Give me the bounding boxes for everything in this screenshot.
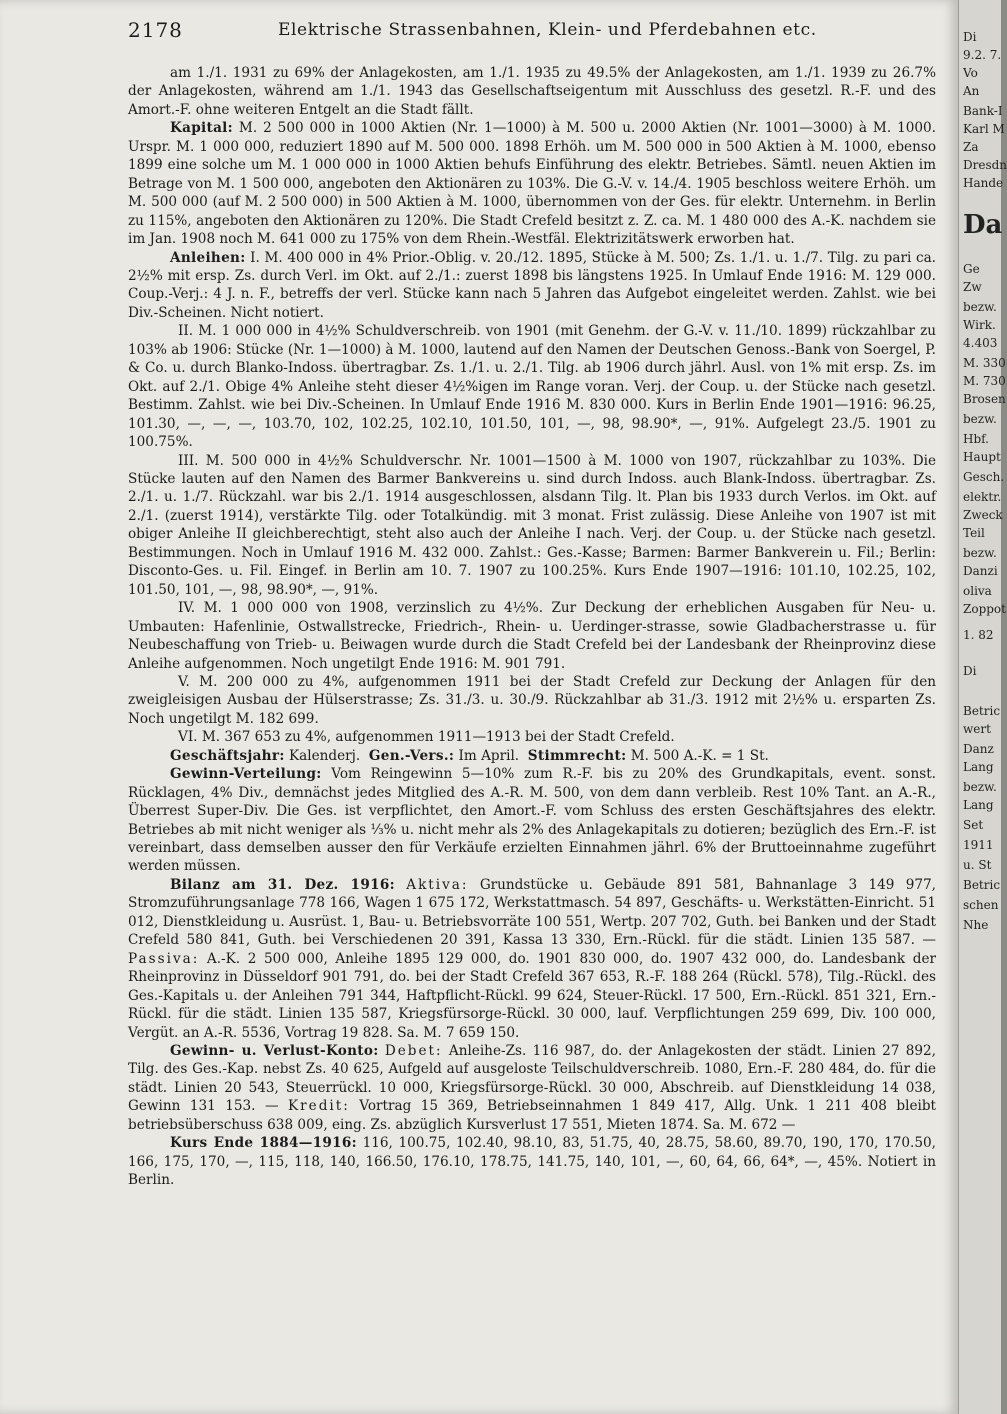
gewinn-verteilung-text: Vom Reingewinn 5—10% zum R.-F. bis zu 20% des Grundkapitals, event. sonst. Rücklagen, 4% Div., demnächst jedes Mitglied des A.-R. M. 500, von dem dann verbleib. Rest 10% Tant. an A.-R., Überrest Super-Div. Die Ges. ist verpflichtet, den Amort.-F. vom Schluss des ersten Geschäftsjahres des elektr. Betriebes ab mit nicht weniger als ⅓% u. nicht mehr als 2% des Anlagekapitals zu dotieren; bezüglich des Ern.-F. ist vereinbart, dass demselben ausser den für Verkäufe erzielten Einnahmen jährl. 6% der Bruttoeinnahme zugeführt werden müssen. bbox=[128, 766, 936, 875]
section-heading-anleihen: Anleihen: bbox=[170, 249, 246, 266]
paragraph-anleihen-2: II. M. 1 000 000 in 4½% Schuldverschreib. von 1901 (mit Genehm. der G.-V. v. 11./10. 1899) rückzahlbar zu 103% ab 1906: Stücke (Nr. 1—1000) à M. 1000, lautend auf den Namen der Deutschen Genoss.-Bank von Soergel, P. & Co. u. durch Blanko-Indoss. übertragbar. Zs. 1./1. u. 2./1. Tilg. ab 1906 durch jährl. Ausl. von 1% mit ersp. Zs. im Okt. auf 2./1. Obige 4% Anleihe steht dieser 4½%igen im Range voran. Verj. der Coup. u. der Stücke nach gesetzl. Bestimm. Zahlst. wie bei Div.-Scheinen. In Umlauf Ende 1916 M. 830 000. Kurs in Berlin Ende 1901—1916: 96.25, 101.30, —, —, —, 103.70, 102, 102.25, 102.10, 101.50, 101, —, 98, 98.90*, —, 91%. Aufgelegt 23./5. 1901 zu 100.75%. bbox=[128, 323, 936, 451]
facing-page-fragment: Set bbox=[963, 818, 984, 832]
facing-page-fragment: Di bbox=[963, 664, 977, 678]
facing-page-fragment: 9.2. 7. bbox=[963, 48, 1002, 62]
facing-page-fragment: wert bbox=[963, 722, 991, 736]
facing-page-fragment: Nhe bbox=[963, 918, 989, 932]
guv-debet-text: Anleihe-Zs. 116 987, do. der Anlagekosten der städt. Linien 27 892, Tilg. des Ges.-Kap. nebst Zs. 40 625, Aufgeld auf ausgeloste Teilschuldverschreib. 1080, Ern.-F. 280 484, do. für die städt. Linien 20 543, Steuerrückl. 10 000, Kriegsfürsorge-Rückl. 30 000, Abschreib. auf Dienstkleidung 14 038, Gewinn 131 153. — bbox=[128, 1043, 936, 1115]
paragraph-intro: am 1./1. 1931 zu 69% der Anlagekosten, am 1./1. 1935 zu 49.5% der Anlagekosten, am 1./1. 1939 zu 26.7% der Anlagekosten, während am 1./1. 1943 das Gesellschaftseigentum mit Ausschluss des gesetzl. R.-F. und des Amort.-F. ohne weiteren Entgelt an die Stadt fällt. bbox=[128, 65, 936, 118]
facing-page-fragment: Betric bbox=[963, 878, 1001, 892]
paragraph-geschaeftsjahr bbox=[128, 747, 936, 765]
page-header bbox=[128, 18, 928, 48]
facing-page-fragment: Hande bbox=[963, 176, 1004, 190]
gen-vers-text: Im April. bbox=[458, 747, 520, 764]
anleihen-1-text: I. M. 400 000 in 4% Prior.-Oblig. v. 20./12. 1895, Stücke à M. 500; Zs. 1./1. u. 1./7. Tilg. zu pari ca. 2½% mit ersp. Zs. durch Verl. im Okt. auf 2./1.: zuerst 1898 bis längstens 1925. In Umlauf Ende 1916: M. 129 000. Coup.-Verj.: 4 J. n. F., betreffs der verl. Stücke kann nach 5 Jahren das Aufgebot eingeleitet werden. Zahlst. wie bei Div.-Scheinen. Nicht notiert. bbox=[128, 249, 936, 321]
facing-page-fragment: M. 330 bbox=[963, 356, 1006, 370]
facing-page-fragment: Zweck bbox=[963, 508, 1003, 522]
aktiva-label: Aktiva: bbox=[406, 876, 469, 893]
facing-page-fragment: M. 730 bbox=[963, 374, 1006, 388]
bilanz-passiva-text: A.-K. 2 500 000, Anleihe 1895 129 000, do. 1901 830 000, do. 1907 432 000, do. Landesbank der Rheinprovinz in Düsseldorf 901 791, do. bei der Stadt Crefeld 367 653, R.-F. 188 264 (Rückl. 578), Tilg.-Rückl. des Ges.-Kapitals u. der Anleihen 791 344, Haftpflicht-Rückl. 99 624, Steuer-Rückl. 17 500, Ern.-Rückl. 851 321, Ern.-Rückl. für die städt. Linien 135 587, Kriegsfürsorge-Rückl. 30 000, lauf. Verpflichtungen 259 699, Div. 100 000, Vergüt. an A.-R. 5536, Vortrag 19 828. Sa. M. 7 659 150. bbox=[128, 950, 936, 1041]
facing-page-fragment: Haupt bbox=[963, 450, 1001, 464]
facing-page-fragment: Da bbox=[963, 210, 1003, 240]
geschaeftsjahr-text: Kalenderj. bbox=[288, 747, 361, 764]
facing-page-fragment: Danzi bbox=[963, 564, 998, 578]
passiva-label: Passiva: bbox=[128, 950, 200, 967]
facing-page-fragment: Teil bbox=[963, 526, 985, 540]
paragraph-anleihen-3: III. M. 500 000 in 4½% Schuldverschr. Nr. 1001—1500 à M. 1000 von 1907, rückzahlbar zu 103%. Die Stücke lauten auf den Namen des Barmer Bankvereins u. sind durch Indoss. auch Blank-Indoss. übertragbar. Zs. 2./1. u. 1./7. Rückzahl. war bis 2./1. 1914 ausgeschlossen, alsdann Tilg. lt. Plan bis 1933 durch Verlos. im Okt. auf 2./1. (zuerst 1914), verstärkte Tilg. oder Totalkündig. mit 3 monat. Frist zulässig. Diese Anleihe von 1907 ist mit obiger Anleihe II gleichberechtigt, steht also auch der Anleihe I nach. Verj. der Coup. u. der Stücke nach gesetzl. Bestimmungen. Noch in Umlauf 1916 M. 432 000. Zahlst.: Ges.-Kasse; Barmen: Barmer Bankverein u. Fil.; Berlin: Disconto-Ges. u. Fil. Eingef. in Berlin am 10. 7. 1907 zu 100.25%. Kurs Ende 1907—1916: 101.10, 102.25, 102, 101.50, 101, —, 98, 98.90*, —, 91%. bbox=[128, 452, 936, 598]
facing-page-fragment: 1. 82 bbox=[963, 628, 994, 642]
facing-page-fragment: Vo bbox=[963, 66, 978, 80]
facing-page-fragment: 4.403 bbox=[963, 336, 998, 350]
section-heading-geschaeftsjahr: Geschäftsjahr: bbox=[170, 747, 285, 764]
section-heading-kurs: Kurs Ende 1884—1916: bbox=[170, 1135, 357, 1152]
facing-page-fragment: Ge bbox=[963, 262, 980, 276]
facing-page-fragment: Lang bbox=[963, 798, 994, 812]
facing-page-fragment: Hbf. bbox=[963, 432, 989, 446]
facing-page-fragment: Di bbox=[963, 30, 977, 44]
kapital-text: M. 2 500 000 in 1000 Aktien (Nr. 1—1000) à M. 500 u. 2000 Aktien (Nr. 1001—3000) à M. 1000. Urspr. M. 1 000 000, reduziert 1890 auf M. 500 000. 1898 Erhöh. um M. 500 000 in 500 Aktien à M. 1000, ebenso 1899 eine solche um M. 1 000 000 in 1000 Aktien behufs Einführung des elektr. Betriebes. Sämtl. neuen Aktien im Betrage von M. 1 500 000, angeboten den Aktionären zu 103%. Die G.-V. v. 14./4. 1905 beschloss weitere Erhöh. um M. 500 000 (auf M. 2 500 000) in 500 Aktien à M. 1000, übernommen von der Ges. für elektr. Unternehm. in Berlin zu 115%, angeboten den Aktionären zu 120%. Die Stadt Crefeld besitzt z. Z. ca. M. 1 480 000 des A.-K. nachdem sie im Jan. 1908 noch M. 641 000 zu 175% von dem Rhein.-Westfäl. Elektrizitätswerk erworben hat. bbox=[128, 120, 936, 248]
paragraph-bilanz bbox=[128, 876, 936, 1042]
facing-page-fragment: Karl M bbox=[963, 122, 1005, 136]
paragraph-gewinn-verlust bbox=[128, 1042, 936, 1134]
paragraph-anleihen-4: IV. M. 1 000 000 von 1908, verzinslich zu 4½%. Zur Deckung der erheblichen Ausgaben für Neu- u. Umbauten: Hafenlinie, Ostwallstrecke, Friedrich-, Rhein- u. Uerdinger-strasse, sowie Gladbacherstrasse u. für Neubeschaffung von Trieb- u. Beiwagen wurde durch die Stadt Crefeld bei der Landesbank der Rheinprovinz diese Anleihe aufgenommen. Noch ungetilgt Ende 1916: M. 901 791. bbox=[128, 600, 936, 672]
running-title: Elektrische Strassenbahnen, Klein- und Pferdebahnen etc. bbox=[278, 20, 817, 40]
facing-page-fragment: 1911 bbox=[963, 838, 994, 852]
section-heading-gewinn-verlust: Gewinn- u. Verlust-Konto: bbox=[170, 1043, 379, 1060]
paragraph-anleihen-5: V. M. 200 000 zu 4%, aufgenommen 1911 bei der Stadt Crefeld zur Deckung der Anlagen für den zweigleisigen Ausbau der Hülserstrasse; Zs. 31./3. u. 30./9. Rückzahlbar ab 31./3. 1912 mit 2½% u. ersparten Zs. Noch ungetilgt M. 182 699. bbox=[128, 673, 936, 727]
facing-page-fragment: Gesch. bbox=[963, 470, 1005, 484]
kurs-text: 116, 100.75, 102.40, 98.10, 83, 51.75, 40, 28.75, 58.60, 89.70, 190, 170, 170.50, 166, 175, 170, —, 115, 118, 140, 166.50, 176.10, 178.75, 141.75, 140, 101, —, 60, 64, 66, 64*, —, 45%. Notiert in Berlin. bbox=[128, 1135, 936, 1189]
facing-page-fragment: An bbox=[963, 84, 980, 98]
facing-page-fragment: Za bbox=[963, 140, 979, 154]
paragraph-anleihen-6: VI. M. 367 653 zu 4%, aufgenommen 1911—1913 bei der Stadt Crefeld. bbox=[178, 729, 675, 746]
facing-page-fragment: schen bbox=[963, 898, 999, 912]
facing-page-fragment: Brosen bbox=[963, 392, 1006, 406]
facing-page-fragment: bezw. bbox=[963, 412, 997, 426]
facing-page-fragment: u. St bbox=[963, 858, 992, 872]
facing-page-fragment: Dresdn bbox=[963, 158, 1007, 172]
guv-kredit-text: Vortrag 15 369, Betriebseinnahmen 1 849 417, Allg. Unk. 1 211 408 bleibt betriebsüberschuss 638 009, eing. Zs. abzüglich Kursverlust 17 551, Mieten 1874. Sa. M. 672 — bbox=[128, 1098, 936, 1133]
facing-page-fragment: bezw. bbox=[963, 546, 997, 560]
facing-page-fragment: bezw. bbox=[963, 300, 997, 314]
facing-page-fragment: Danz bbox=[963, 742, 994, 756]
facing-page-fragment: Bank-I bbox=[963, 104, 1003, 118]
document-body bbox=[128, 64, 936, 1190]
facing-page-fragment: Lang bbox=[963, 760, 994, 774]
facing-page-fragment: elektr. bbox=[963, 490, 1002, 504]
paragraph-kurs bbox=[128, 1134, 936, 1189]
paragraph-anleihen-1 bbox=[128, 249, 936, 323]
debet-label: Debet: bbox=[384, 1043, 443, 1060]
facing-page-fragment: Wirk. bbox=[963, 318, 996, 332]
section-heading-gewinn-verteilung: Gewinn-Verteilung: bbox=[170, 766, 322, 783]
facing-page-fragment: Zoppot bbox=[963, 602, 1006, 616]
section-heading-kapital: Kapital: bbox=[170, 120, 233, 137]
facing-page-fragment: bezw. bbox=[963, 780, 997, 794]
stimmrecht-text: M. 500 A.-K. = 1 St. bbox=[630, 747, 769, 764]
section-heading-stimmrecht: Stimmrecht: bbox=[527, 747, 627, 764]
bilanz-aktiva-text: Grundstücke u. Gebäude 891 581, Bahnanlage 3 149 977, Stromzuführungsanlage 778 166, Wagen 1 675 172, Werkstattmasch. 54 897, Geschäfts- u. Werkstätten-Einricht. 51 012, Dienstkleidung u. Ausrüst. 1, Bau- u. Betriebsvorräte 100 551, Wertp. 207 702, Guth. bei Banken und der Stadt Crefeld 580 841, Guth. bei Verschiedenen 20 391, Kassa 13 330, Ern.-Rückl. für die städt. Linien 135 587. — bbox=[128, 876, 937, 949]
section-heading-bilanz: Bilanz am 31. Dez. 1916: bbox=[170, 876, 395, 893]
paragraph-kapital bbox=[128, 119, 936, 248]
facing-page-fragment: Betric bbox=[963, 704, 1001, 718]
paragraph-gewinn-verteilung bbox=[128, 765, 936, 876]
kredit-label: Kredit: bbox=[288, 1098, 350, 1115]
facing-page-fragment: Zw bbox=[963, 280, 982, 294]
section-heading-gen-vers: Gen.-Vers.: bbox=[368, 747, 455, 764]
page-number: 2178 bbox=[128, 18, 183, 42]
facing-page-fragment: oliva bbox=[963, 584, 992, 598]
facing-page-edge bbox=[958, 0, 1007, 1414]
